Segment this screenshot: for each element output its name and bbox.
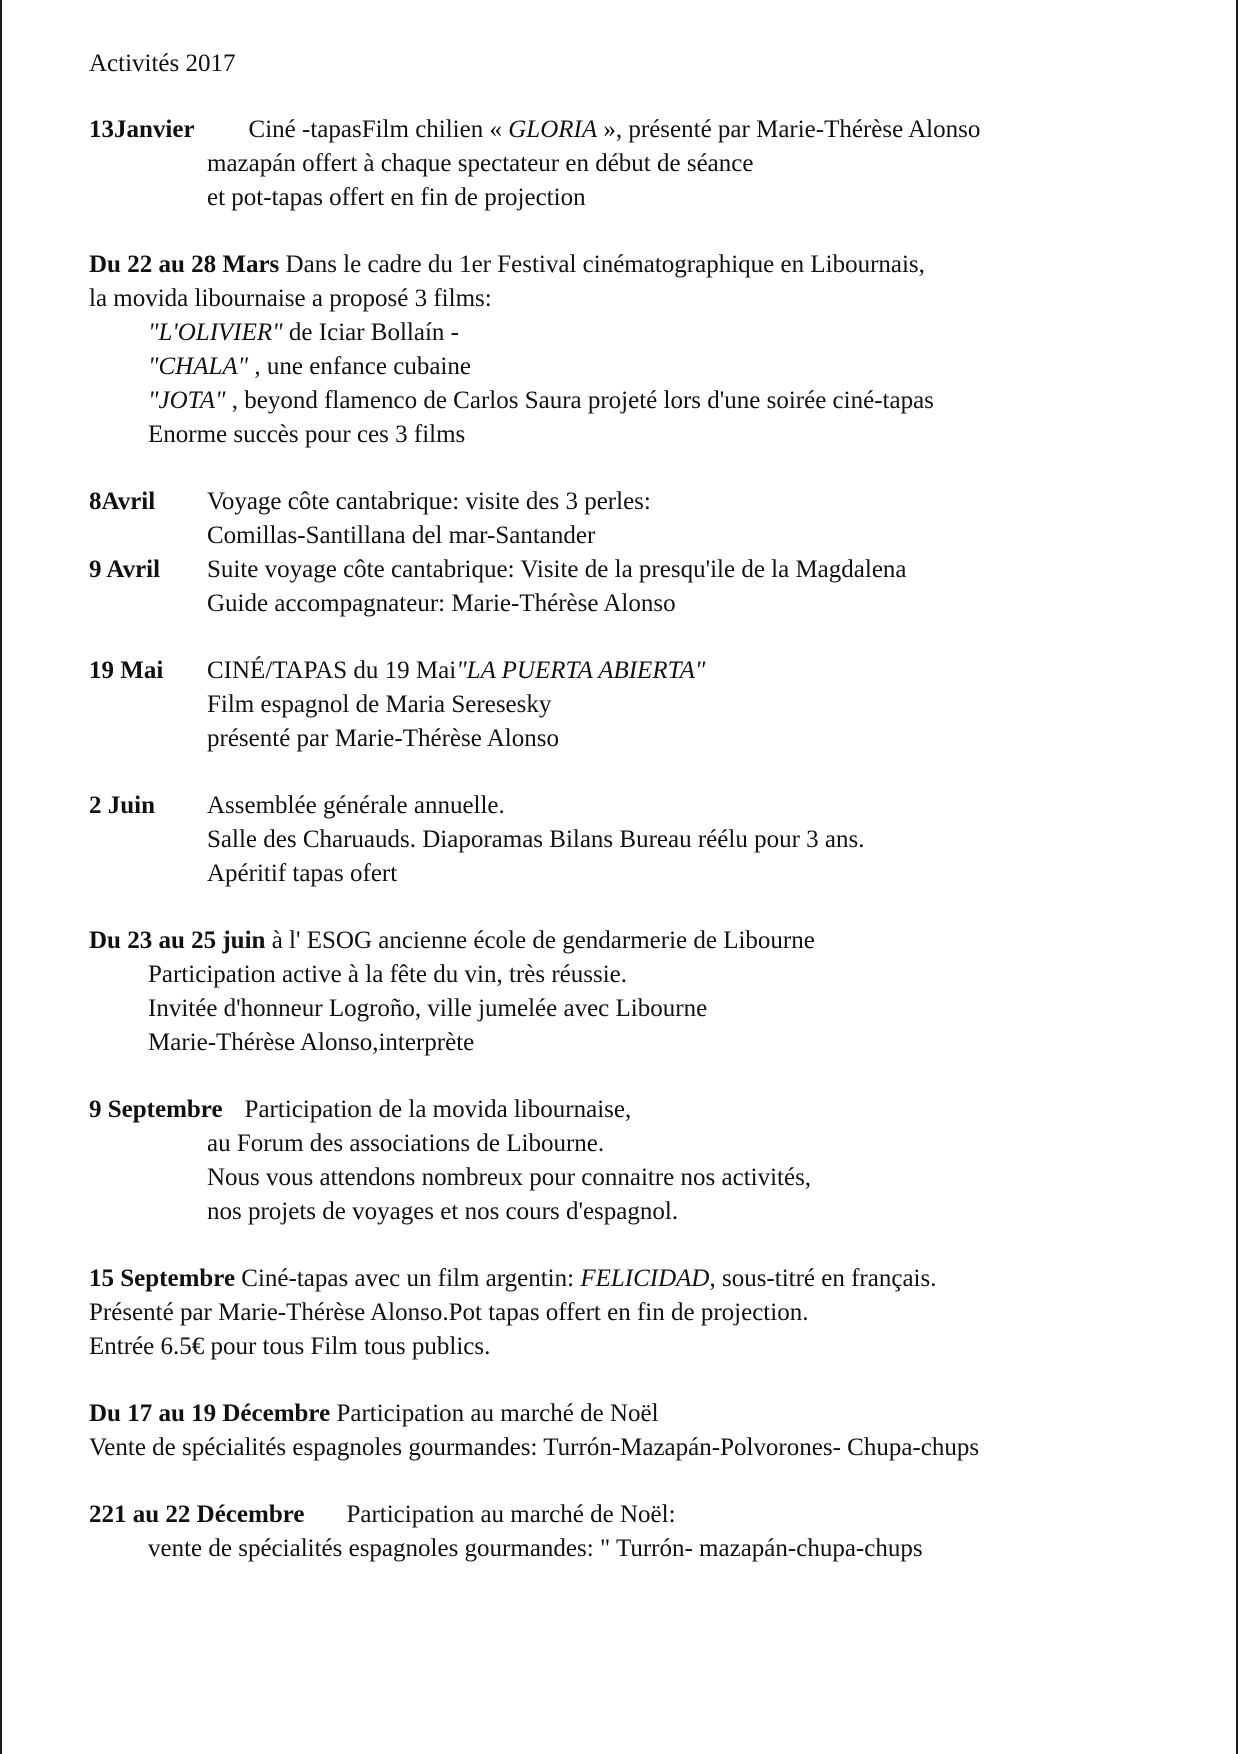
event-date: 9 Septembre xyxy=(89,1096,223,1123)
film-title: "CHALA" xyxy=(148,353,249,380)
film-item xyxy=(89,350,1189,384)
event-line: mazapán offert à chaque spectateur en début de séance xyxy=(207,150,754,177)
event-date: Du 17 au 19 Décembre xyxy=(89,1400,331,1427)
event-date: Du 22 au 28 Mars xyxy=(89,251,280,278)
event-septembre-forum xyxy=(89,1093,1189,1229)
event-line: Marie-Thérèse Alonso,interprète xyxy=(148,1029,475,1056)
event-line: la movida libournaise a proposé 3 films: xyxy=(89,285,492,312)
document-title: Activités 2017 xyxy=(89,50,236,77)
film-title: GLORIA xyxy=(508,116,598,143)
event-text: Ciné-tapas avec un film argentin: xyxy=(235,1265,581,1292)
event-date: 13Janvier xyxy=(89,116,195,143)
event-date: 19 Mai xyxy=(89,657,164,684)
event-juin-fete-du-vin xyxy=(89,924,1189,1060)
event-mai xyxy=(89,654,1189,756)
event-text: Suite voyage côte cantabrique: Visite de la presqu'ile de la Magdalena xyxy=(207,556,907,583)
event-line: vente de spécialités espagnoles gourmandes: " Turrón- mazapán-chupa-chups xyxy=(148,1535,923,1562)
event-text: Ciné -tapasFilm chilien « xyxy=(248,116,509,143)
event-text: Participation au marché de Noël: xyxy=(346,1501,676,1528)
event-text: Assemblée générale annuelle. xyxy=(207,792,505,819)
film-title: "JOTA" xyxy=(148,387,226,414)
event-text: Voyage côte cantabrique: visite des 3 perles: xyxy=(207,488,651,515)
page-right-border xyxy=(1236,0,1238,1754)
event-line: Comillas-Santillana del mar-Santander xyxy=(207,522,596,549)
event-line: Guide accompagnateur: Marie-Thérèse Alonso xyxy=(207,590,676,617)
event-line: Entrée 6.5€ pour tous Film tous publics. xyxy=(89,1333,491,1360)
event-date: 9 Avril xyxy=(89,556,161,583)
document-content xyxy=(89,47,1189,1566)
event-line: Enorme succès pour ces 3 films xyxy=(148,421,466,448)
event-line: au Forum des associations de Libourne. xyxy=(207,1130,605,1157)
event-avril xyxy=(89,485,1189,621)
event-line: Invitée d'honneur Logroño, ville jumelée avec Libourne xyxy=(148,995,708,1022)
film-title: FELICIDAD xyxy=(580,1265,710,1292)
film-detail: , une enfance cubaine xyxy=(248,353,471,380)
event-line: Participation active à la fête du vin, très réussie. xyxy=(148,961,627,988)
event-line: Présenté par Marie-Thérèse Alonso.Pot tapas offert en fin de projection. xyxy=(89,1299,809,1326)
event-text: », présenté par Marie-Thérèse Alonso xyxy=(597,116,981,143)
film-detail: , beyond flamenco de Carlos Saura projeté lors d'une soirée ciné-tapas xyxy=(225,387,934,414)
event-decembre-2 xyxy=(89,1498,1189,1566)
event-line: Vente de spécialités espagnoles gourmandes: Turrón-Mazapán-Polvorones- Chupa-chups xyxy=(89,1434,980,1461)
event-line: Film espagnol de Maria Seresesky xyxy=(207,691,552,718)
event-line: Apéritif tapas ofert xyxy=(207,860,398,887)
event-date: 221 au 22 Décembre xyxy=(89,1501,305,1528)
event-date: 15 Septembre xyxy=(89,1265,236,1292)
event-janvier xyxy=(89,113,1189,215)
event-line: présenté par Marie-Thérèse Alonso xyxy=(207,725,559,752)
event-line: Salle des Charuauds. Diaporamas Bilans Bureau réélu pour 3 ans. xyxy=(207,826,865,853)
event-text: Dans le cadre du 1er Festival cinématographique en Libournais, xyxy=(279,251,925,278)
film-title: "LA PUERTA ABIERTA" xyxy=(456,657,706,684)
event-text: , sous-titré en français. xyxy=(709,1265,937,1292)
event-decembre-1 xyxy=(89,1397,1189,1465)
film-item xyxy=(89,316,1189,350)
event-line: nos projets de voyages et nos cours d'espagnol. xyxy=(207,1198,679,1225)
event-text: Participation au marché de Noël xyxy=(330,1400,659,1427)
film-title: "L'OLIVIER" xyxy=(148,319,283,346)
event-date: 8Avril xyxy=(89,488,156,515)
event-text: Participation de la movida libournaise, xyxy=(244,1096,632,1123)
event-mars xyxy=(89,248,1189,452)
event-text: à l' ESOG ancienne école de gendarmerie de Libourne xyxy=(265,927,815,954)
event-line: Nous vous attendons nombreux pour connaitre nos activités, xyxy=(207,1164,812,1191)
event-date: 2 Juin xyxy=(89,792,156,819)
event-line: et pot-tapas offert en fin de projection xyxy=(207,184,586,211)
film-detail: de Iciar Bollaín - xyxy=(282,319,459,346)
event-date: Du 23 au 25 juin xyxy=(89,927,266,954)
event-septembre-cine xyxy=(89,1262,1189,1364)
event-text: CINÉ/TAPAS du 19 Mai xyxy=(207,657,457,684)
film-item xyxy=(89,384,1189,418)
event-juin xyxy=(89,789,1189,891)
page-left-border xyxy=(0,0,2,1754)
